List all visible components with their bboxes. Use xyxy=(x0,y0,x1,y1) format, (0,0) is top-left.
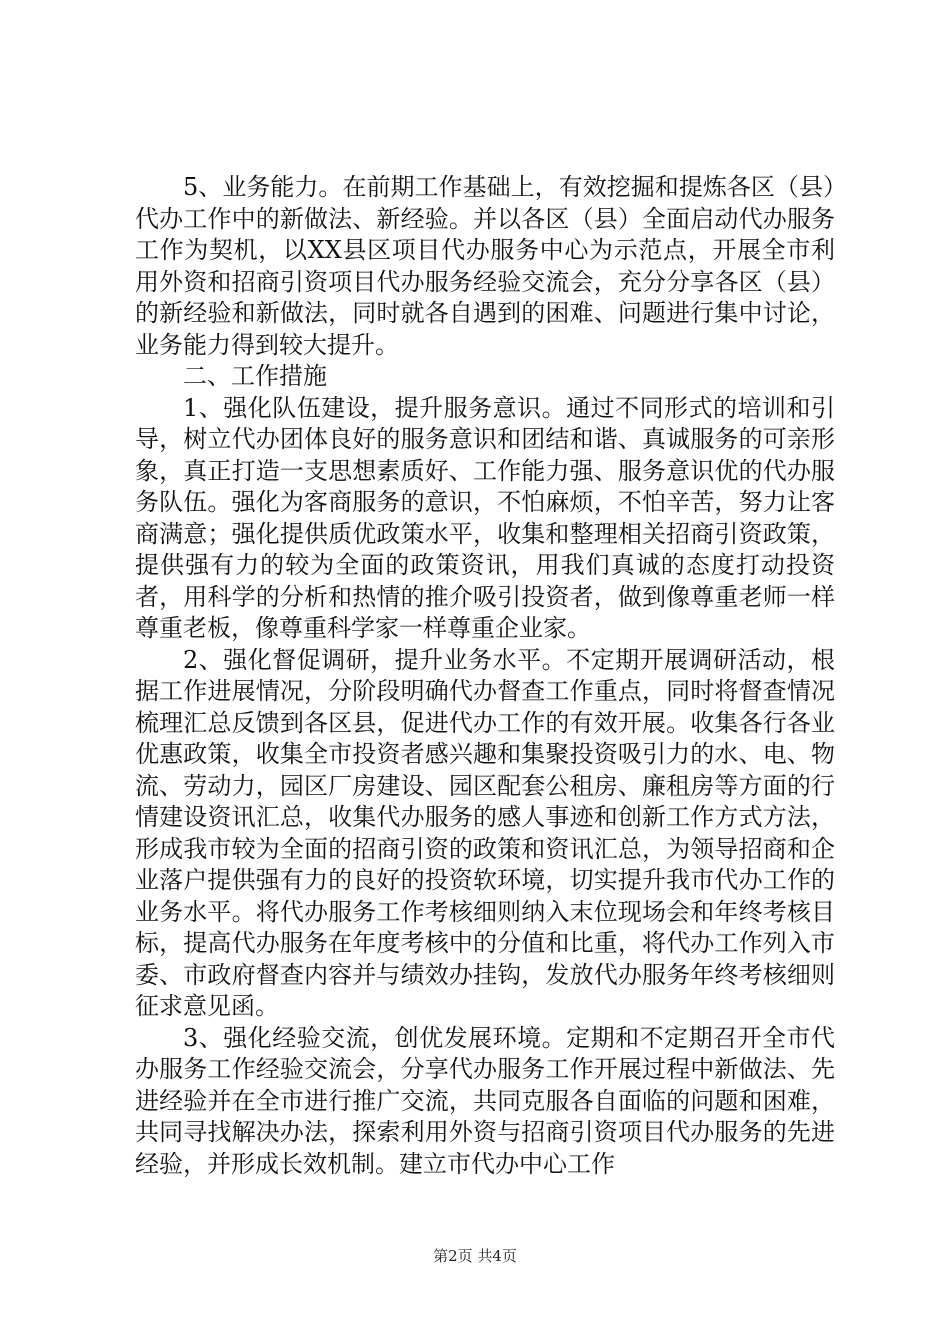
paragraph-experience-exchange: 3、强化经验交流，创优发展环境。定期和不定期召开全市代办服务工作经验交流会，分享代办服务工作开展过程中新做法、先进经验并在全市进行推广交流，共同克服各自面临的问题和困难，共同寻找解决办法，探索利用外资与招商引资项目代办服务的先进经验，并形成长效机制。建立市代办中心工作 xyxy=(135,1023,835,1178)
section-heading-work-measures: 二、工作措施 xyxy=(183,362,327,390)
document-body xyxy=(135,172,835,1180)
paragraph-supervision-research: 2、强化督促调研，提升业务水平。不定期开展调研活动，根据工作进展情况，分阶段明确代办督查工作重点，同时将督查情况梳理汇总反馈到各区县，促进代办工作的有效开展。收集各行各业优惠政策，收集全市投资者感兴趣和集聚投资吸引力的水、电、物流、劳动力，园区厂房建设、园区配套公租房、廉租房等方面的行情建设资讯汇总，收集代办服务的感人事迹和创新工作方式方法，形成我市较为全面的招商引资的政策和资讯汇总，为领导招商和企业落户提供强有力的良好的投资软环境，切实提升我市代办工作的业务水平。将代办服务工作考核细则纳入末位现场会和年终考核目标，提高代办服务在年度考核中的分值和比重，将代办工作列入市委、市政府督查内容并与绩效办挂钩，发放代办服务年终考核细则征求意见函。 xyxy=(135,645,835,1020)
paragraph-business-ability: 5、业务能力。在前期工作基础上，有效挖掘和提炼各区（县）代办工作中的新做法、新经验。并以各区（县）全面启动代办服务工作为契机，以XX县区项目代办服务中心为示范点，开展全市利用外资和招商引资项目代办服务经验交流会，充分分享各区（县）的新经验和新做法，同时就各自遇到的困难、问题进行集中讨论，业务能力得到较大提升。 xyxy=(135,173,835,359)
paragraph-team-building: 1、强化队伍建设，提升服务意识。通过不同形式的培训和引导，树立代办团体良好的服务意识和团结和谐、真诚服务的可亲形象，真正打造一支思想素质好、工作能力强、服务意识优的代办服务队伍。强化为客商服务的意识，不怕麻烦，不怕辛苦，努力让客商满意；强化提供质优政策水平，收集和整理相关招商引资政策，提供强有力的较为全面的政策资讯，用我们真诚的态度打动投资者，用科学的分析和热情的推介吸引投资者，做到像尊重老师一样尊重老板，像尊重科学家一样尊重企业家。 xyxy=(135,393,835,642)
page-number-footer: 第2页 共4页 xyxy=(433,1247,517,1265)
